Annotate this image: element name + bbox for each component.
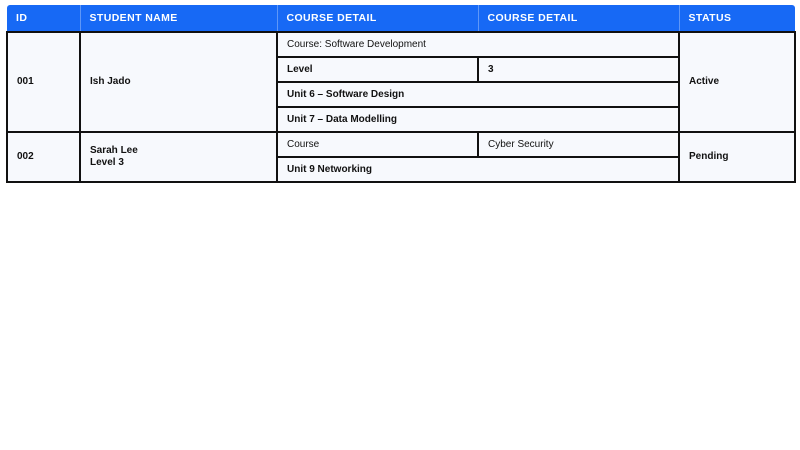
table-row — [7, 132, 795, 157]
cell-level-value: 3 — [478, 57, 679, 82]
cell-status: Active — [679, 32, 795, 132]
table-header-row — [7, 5, 795, 32]
cell-level-label: Level — [277, 57, 478, 82]
student-name-text: Sarah Lee — [90, 145, 138, 156]
header-status: STATUS — [679, 5, 795, 32]
cell-id: 001 — [7, 32, 80, 132]
header-id: ID — [7, 5, 80, 32]
cell-student-name — [80, 132, 277, 182]
header-student-name: STUDENT NAME — [80, 5, 277, 32]
cell-course-value: Cyber Security — [478, 132, 679, 157]
cell-course-label: Course — [277, 132, 478, 157]
cell-status: Pending — [679, 132, 795, 182]
header-course-detail: COURSE DETAIL — [277, 5, 478, 32]
cell-id: 002 — [7, 132, 80, 182]
student-course-table — [6, 5, 796, 183]
cell-unit: Unit 9 Networking — [277, 157, 679, 182]
cell-course: Course: Software Development — [277, 32, 679, 57]
cell-student-name: Ish Jado — [80, 32, 277, 132]
cell-unit: Unit 6 – Software Design — [277, 82, 679, 107]
student-course-table-container — [6, 5, 794, 183]
student-level-text: Level 3 — [90, 157, 124, 168]
cell-unit: Unit 7 – Data Modelling — [277, 107, 679, 132]
header-course-detail: COURSE DETAIL — [478, 5, 679, 32]
table-row — [7, 32, 795, 57]
